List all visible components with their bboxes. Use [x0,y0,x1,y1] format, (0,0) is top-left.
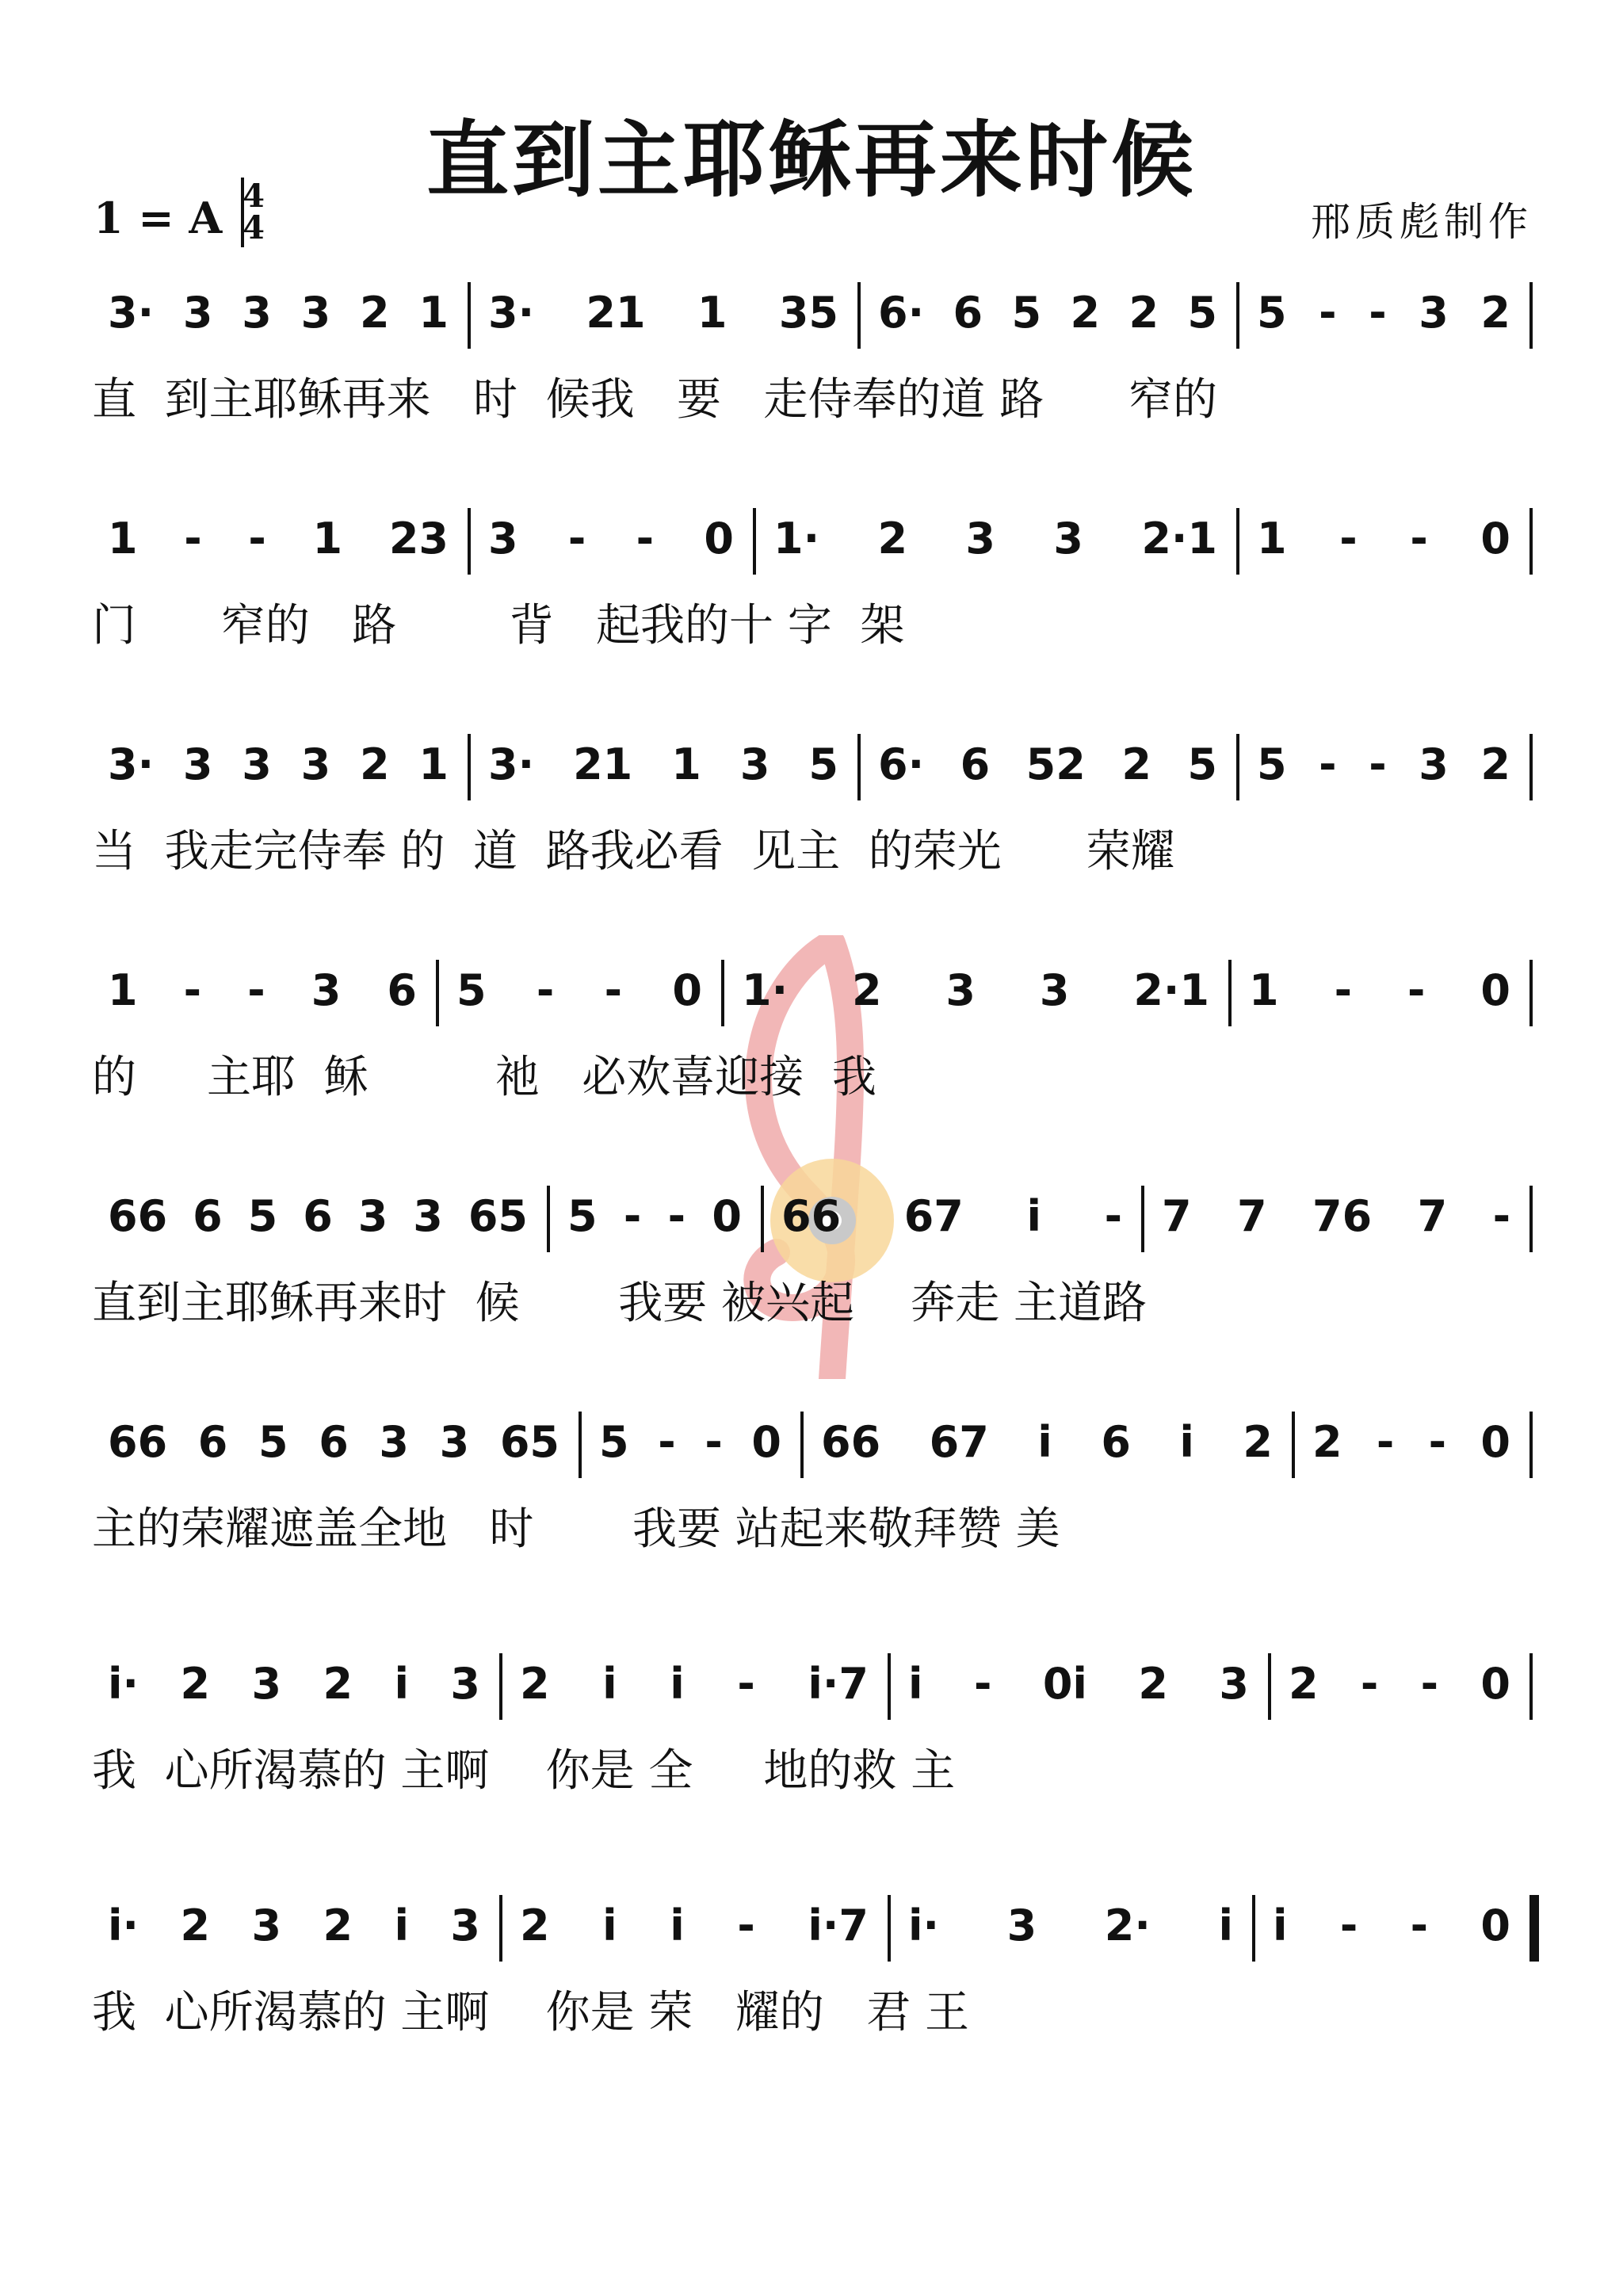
measure: i· 3 2· i [908,1901,1233,1950]
measure: i - - 0 [1273,1901,1510,1950]
lyrics-line: 我 心所渴慕的 主啊 你是 全 地的救 主 [92,1745,956,1797]
measure: 3· 21 1 35 [488,288,838,338]
bar-line [499,1653,502,1720]
lyrics-line: 当 我走完侍奉 的 道 路我必看 见主 的荣光 荣耀 [92,826,1175,877]
bar-line [1236,734,1239,800]
bar-line [721,960,724,1026]
bar-line [1228,960,1232,1026]
lyrics-line: 门 窄的 路 背 起我的十 字 架 [92,600,905,651]
bar-line [1236,282,1239,349]
bar-line [1529,960,1533,1026]
measure: 2 i i - i·7 [520,1659,869,1709]
bar-line [1252,1895,1255,1962]
bar-line [1268,1653,1271,1720]
bar-line [800,1412,804,1478]
staff-line-1 [92,285,1534,436]
measure: 5 - - 0 [567,1191,742,1241]
lyrics-line: 的 主耶 稣 祂 必欢喜迎接 我 [92,1052,876,1103]
bar-line [436,960,439,1026]
lyrics-line: 我 心所渴慕的 主啊 你是 荣 耀的 君 王 [92,1987,970,2038]
staff-line-2 [92,511,1534,662]
bar-line [468,508,471,575]
measure: 2 - - 0 [1289,1659,1510,1709]
measure: i· 2 3 2 i 3 [108,1901,480,1950]
measure: 3· 3 3 3 2 1 [108,739,449,789]
measure: 3 - - 0 [488,514,734,563]
notes-row [92,963,1534,1037]
measure: 5 - - 3 2 [1257,739,1510,789]
staff-line-4 [92,963,1534,1114]
bar-line [1529,1895,1539,1962]
notes-row [92,1415,1534,1489]
notes-row [92,1189,1534,1263]
bar-line [888,1653,891,1720]
measure: 6· 6 5 2 2 5 [878,288,1217,338]
bar-line [1529,282,1533,349]
measure: 5 - - 0 [599,1417,781,1467]
measure: 66 67 i 6 i 2 [821,1417,1273,1467]
bar-line [1236,508,1239,575]
author-credit: 邢质彪制作 [1311,199,1533,245]
song-title: 直到主耶稣再来时候 [426,111,1197,208]
staff-line-7 [92,1656,1534,1807]
measure: 1 - - 0 [1257,514,1510,563]
measure: 3· 21 1 3 5 [488,739,838,789]
measure: 66 6 5 6 3 3 65 [108,1191,528,1241]
notes-row [92,511,1534,586]
measure: 7 7 76 7 - [1162,1191,1510,1241]
meter-top: 4 [242,178,265,215]
meter-divider [241,178,244,247]
bar-line [761,1186,764,1252]
bar-line [753,508,756,575]
measure: 1· 2 3 3 2·1 [773,514,1217,563]
bar-line [1529,508,1533,575]
meter-bottom: 4 [242,209,265,246]
measure: i - 0i 2 3 [908,1659,1249,1709]
bar-line [468,734,471,800]
bar-line [1529,1186,1533,1252]
measure: 1 - - 3 6 [108,965,417,1015]
bar-line [499,1895,502,1962]
notes-row [92,1898,1534,1973]
staff-line-6 [92,1415,1534,1565]
measure: 2 - - 0 [1312,1417,1510,1467]
bar-line [1529,1412,1533,1478]
measure: 6· 6 52 2 5 [878,739,1217,789]
staff-line-3 [92,737,1534,888]
notes-row [92,285,1534,360]
notes-row [92,1656,1534,1731]
bar-line [1529,1653,1533,1720]
measure: 2 i i - i·7 [520,1901,869,1950]
measure: 66 6 5 6 3 3 65 [108,1417,559,1467]
bar-line [579,1412,582,1478]
bar-line [857,734,861,800]
measure: i· 2 3 2 i 3 [108,1659,480,1709]
lyrics-line: 主的荣耀遮盖全地 时 我要 站起来敬拜赞 美 [92,1503,1060,1555]
key-signature: 1 = A [94,193,223,243]
notes-row [92,737,1534,812]
bar-line [857,282,861,349]
measure: 5 - - 0 [456,965,702,1015]
measure: 5 - - 3 2 [1257,288,1510,338]
time-signature [238,178,269,246]
bar-line [888,1895,891,1962]
bar-line [468,282,471,349]
measure: 1 - - 1 23 [108,514,449,563]
lyrics-line: 直 到主耶稣再来 时 候我 要 走侍奉的道 路 窄的 [92,374,1218,426]
staff-line-5 [92,1189,1534,1339]
lyrics-line: 直到主耶稣再来时 候 我要 被兴起 奔走 主道路 [92,1278,1148,1329]
measure: 3· 3 3 3 2 1 [108,288,449,338]
measure: 1 - - 0 [1249,965,1510,1015]
measure: 1· 2 3 3 2·1 [742,965,1209,1015]
bar-line [1292,1412,1295,1478]
bar-line [1529,734,1533,800]
bar-line [1141,1186,1144,1252]
staff-line-8 [92,1898,1534,2049]
measure: 66 67 i - [781,1191,1122,1241]
bar-line [547,1186,550,1252]
